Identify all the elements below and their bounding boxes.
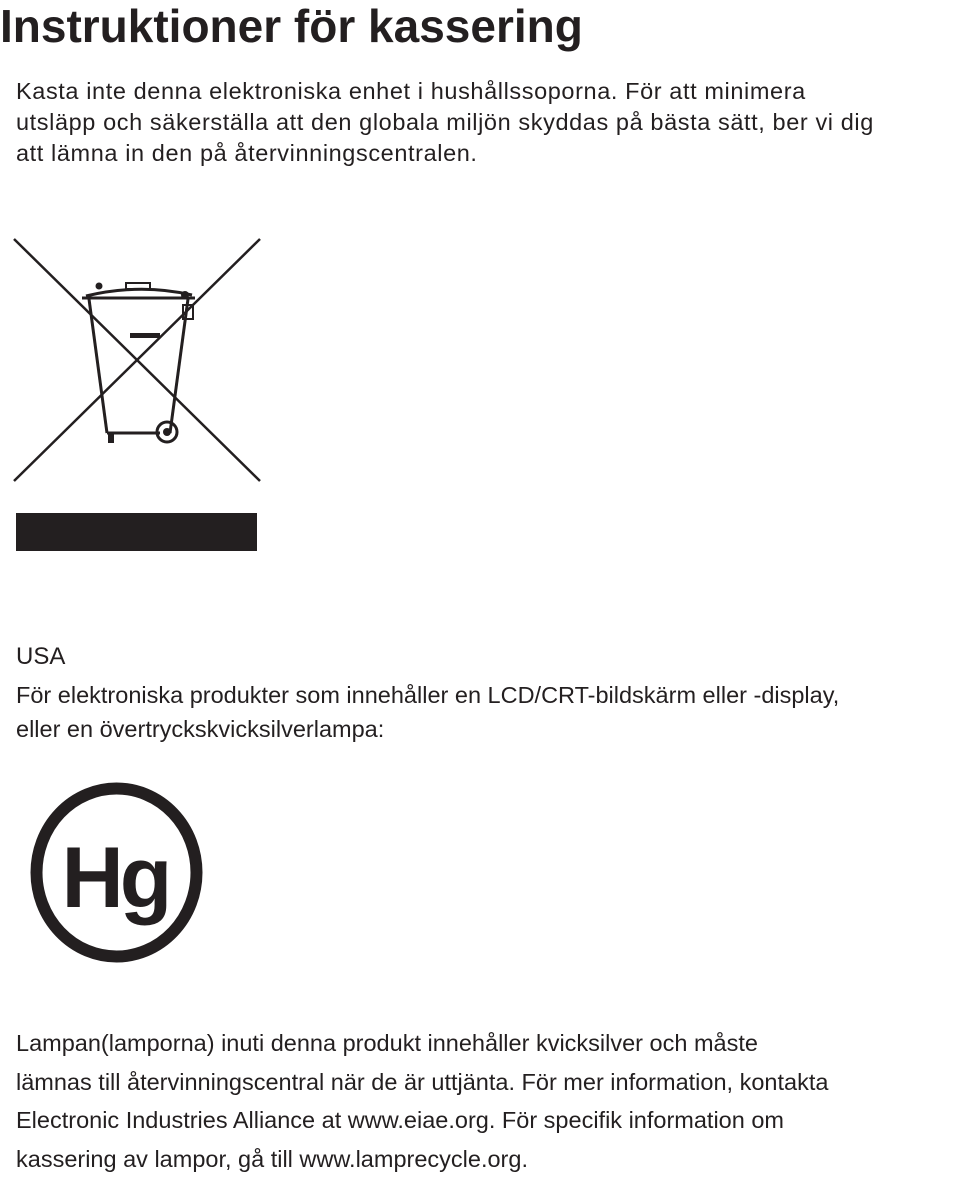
region-label: USA — [16, 643, 66, 670]
weee-solid-bar — [16, 513, 257, 551]
lcd-notice-line: eller en övertryckskvicksilverlampa: — [16, 716, 385, 742]
lamp-notice-line: kassering av lampor, gå till www.lamprecycle.org. — [16, 1145, 528, 1172]
lcd-notice — [16, 678, 960, 746]
crossed-out-wheelie-bin-icon — [10, 235, 264, 485]
intro-line: att lämna in den på återvinningscentralen. — [16, 140, 478, 166]
page-title: Instruktioner för kassering — [0, 0, 583, 52]
lamp-notice-line: Electronic Industries Alliance at www.eiae.org. För specifik information om — [16, 1107, 784, 1134]
intro-line: utsläpp och säkerställa att den globala miljön skyddas på bästa sätt, ber vi dig — [16, 109, 874, 135]
lamp-notice — [16, 1024, 960, 1178]
lamp-notice-line: lämnas till återvinningscentral när de är uttjänta. För mer information, kontakta — [16, 1068, 829, 1095]
mercury-hg-circle-icon — [29, 781, 204, 964]
intro-line: Kasta inte denna elektroniska enhet i hushållssoporna. För att minimera — [16, 78, 806, 104]
lamp-notice-line: Lampan(lamporna) inuti denna produkt innehåller kvicksilver och måste — [16, 1030, 758, 1056]
intro-paragraph — [16, 76, 956, 169]
mercury-symbol-label: Hg — [61, 830, 169, 926]
lcd-notice-line: För elektroniska produkter som innehåller en LCD/CRT-bildskärm eller -display, — [16, 682, 840, 708]
